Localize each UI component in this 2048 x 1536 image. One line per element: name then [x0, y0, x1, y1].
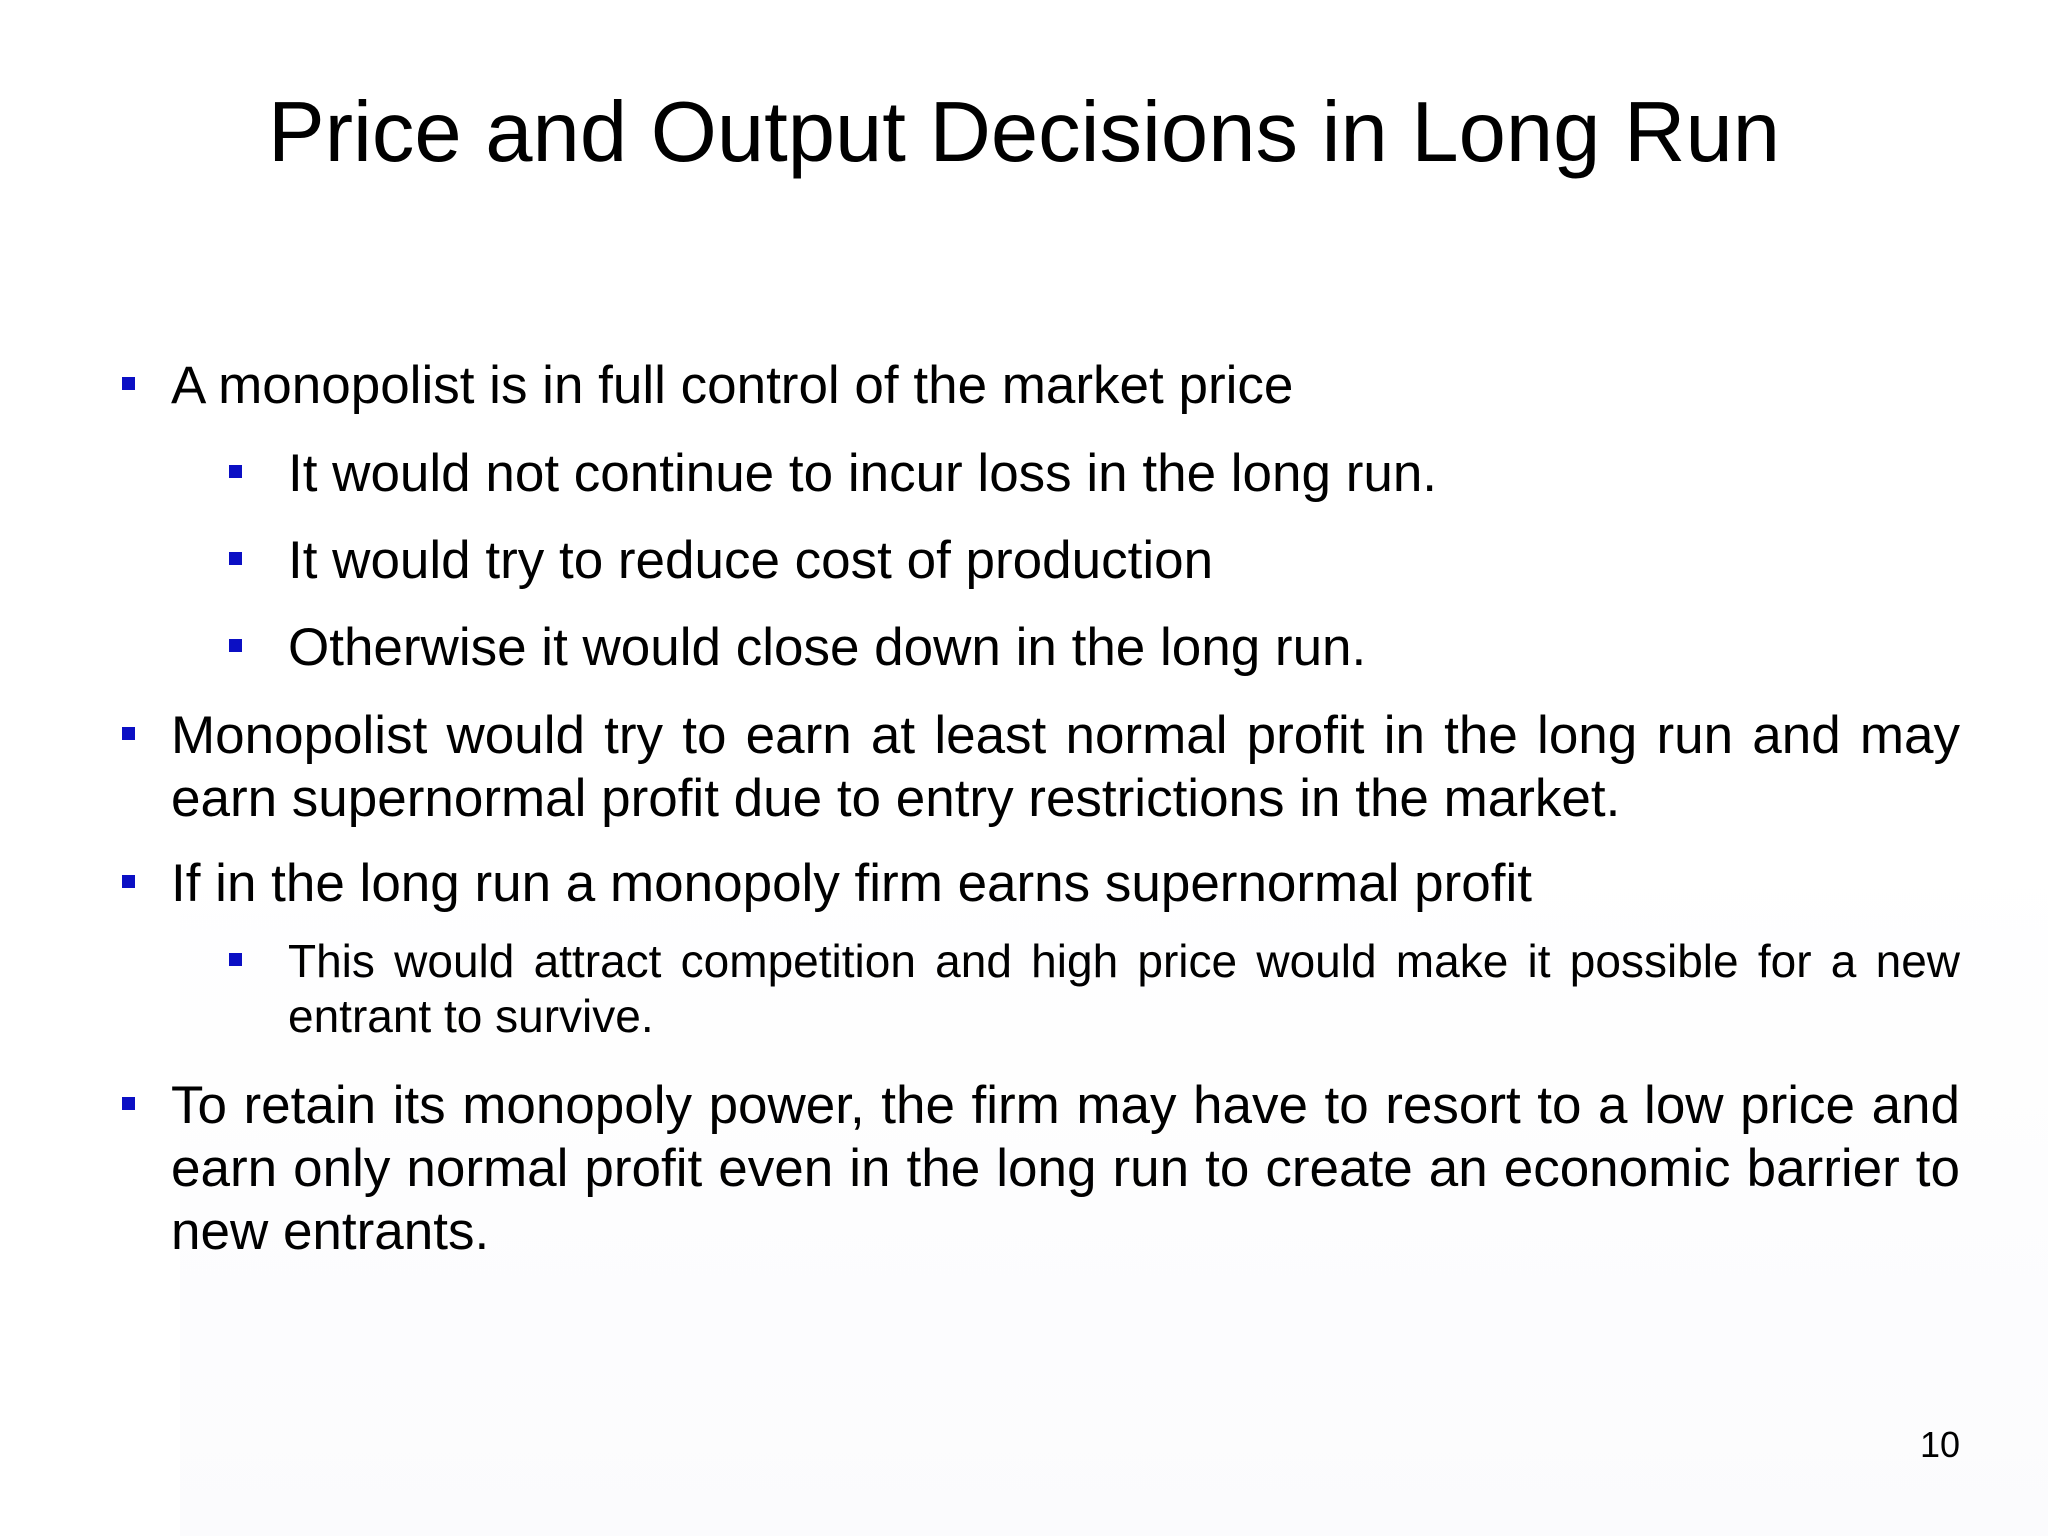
- bullet-item-4: [171, 1074, 1960, 1263]
- bullet-item-2: [171, 704, 1960, 830]
- square-bullet-icon: [229, 465, 242, 478]
- bullet-text: It would not continue to incur loss in the long run.: [288, 444, 1438, 503]
- square-bullet-icon: [122, 377, 135, 390]
- square-bullet-icon: [122, 1097, 135, 1110]
- bullet-text: A monopolist is in full control of the market price: [171, 356, 1294, 415]
- bullet-text: Otherwise it would close down in the long run.: [288, 618, 1367, 677]
- square-bullet-icon: [122, 727, 135, 740]
- bullet-text: To retain its monopoly power, the firm may have to resort to a low price and earn only normal profit even in the long run to create an economic barrier to new entrants.: [171, 1076, 1960, 1261]
- bullet-item-3: [171, 852, 1960, 915]
- sub-bullet-item-4: [288, 934, 1960, 1044]
- square-bullet-icon: [229, 953, 242, 966]
- bullet-item-1: [171, 354, 1960, 417]
- square-bullet-icon: [229, 639, 242, 652]
- square-bullet-icon: [122, 875, 135, 888]
- sub-bullet-item-1: [288, 442, 1960, 505]
- square-bullet-icon: [229, 552, 242, 565]
- sub-bullet-item-2: [288, 529, 1960, 592]
- bullet-text: This would attract competition and high price would make it possible for a new entrant to survive.: [288, 935, 1960, 1042]
- slide-title: Price and Output Decisions in Long Run: [268, 85, 1780, 180]
- bullet-text: Monopolist would try to earn at least normal profit in the long run and may earn supernormal profit due to entry restrictions in the market.: [171, 706, 1960, 828]
- sub-bullet-item-3: [288, 616, 1960, 679]
- bullet-text: If in the long run a monopoly firm earns supernormal profit: [171, 854, 1532, 913]
- bullet-text: It would try to reduce cost of production: [288, 531, 1214, 590]
- page-number: 10: [1919, 1424, 1960, 1465]
